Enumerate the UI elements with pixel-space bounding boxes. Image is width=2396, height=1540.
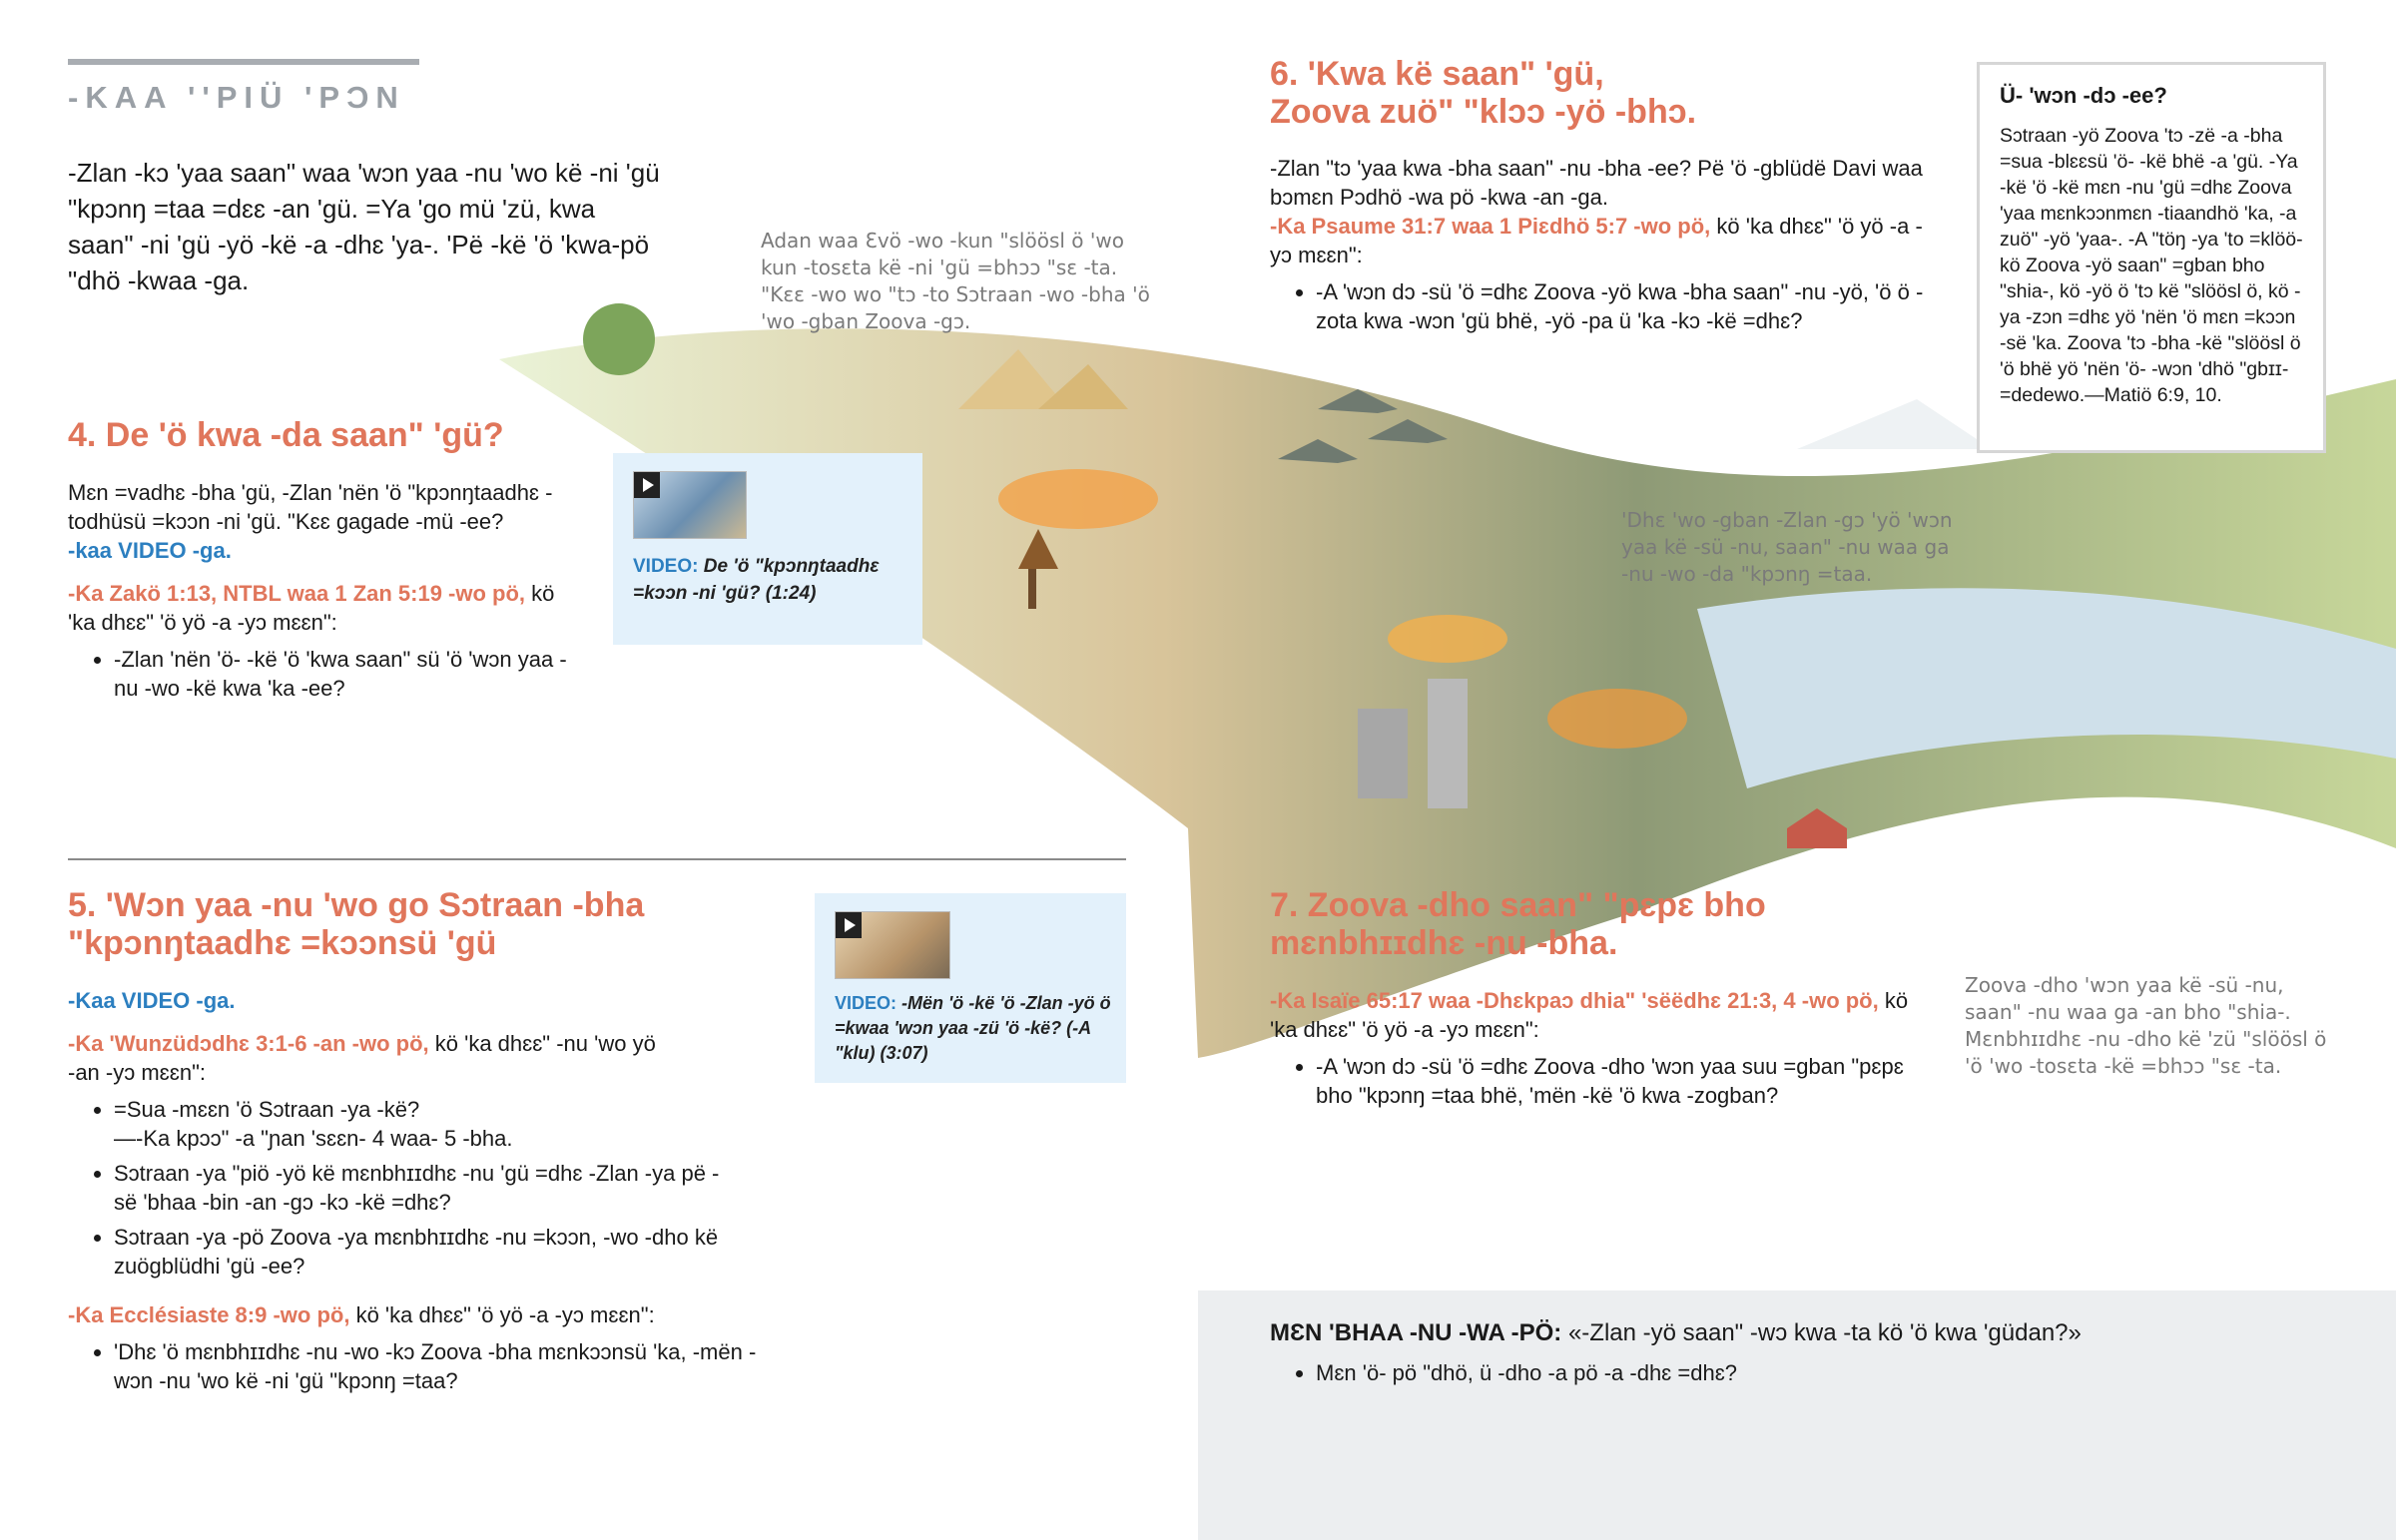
section-5-ref-tail-2: kö 'ka dhɛɛ" 'ö yö -a -yɔ mɛɛn": — [355, 1302, 655, 1327]
section-7-scripture-ref[interactable]: -Ka Isaïe 65:17 waa -Dhɛkpaɔ dhia" 'sëëdhɛ 21:3, 4 -wo pö, — [1270, 988, 1879, 1013]
section-4-video-link[interactable]: -kaa VIDEO -ga. — [68, 538, 232, 563]
kicker-bar — [68, 59, 419, 65]
section-6-body — [1270, 154, 1939, 341]
section-4-scripture-ref[interactable]: -Ka Zakö 1:13, NTBL waa 1 Zan 5:19 -wo pö, — [68, 581, 526, 606]
panel-question: «-Zlan -yö saan" -wɔ kwa -ta kö 'ö kwa 'güdan?» — [1567, 1319, 2082, 1346]
panel-bullets — [1270, 1357, 2348, 1389]
section-6-scripture-ref[interactable]: -Ka Psaume 31:7 waa 1 Piɛdhö 5:7 -wo pö, — [1270, 214, 1711, 239]
section-5-video-link[interactable]: -Kaa VIDEO -ga. — [68, 988, 236, 1013]
list-item: • Mɛn 'ö- pö "dhö, ü -dho -a pö -a -dhɛ =dhɛ? — [1316, 1357, 2348, 1389]
did-you-know-box — [1977, 62, 2326, 453]
section-5-scripture-ref-1[interactable]: -Ka 'Wunzüdɔdhɛ 3:1-6 -an -wo pö, — [68, 1031, 429, 1056]
section-4-ref-tail: kö 'ka dhɛɛ" 'ö yö -a -yɔ mɛɛn": — [68, 581, 555, 635]
caption-eden: Adan waa Ɛvö -wo -kun "slöösl ö 'wo kun -tosɛta kë -ni 'gü =bhɔɔ "sɛ -ta. "Kɛɛ -wo wo "tɔ -to Sɔtraan -wo -bha 'ö 'wo -gban Zoova -gɔ. — [761, 229, 1150, 333]
lesson-kicker: -KAA ''PIÜ 'PƆN — [68, 80, 405, 115]
list-item: • -A 'wɔn dɔ -sü 'ö =dhɛ Zoova -yö kwa -bha saan" -nu -yö, 'ö ö -zota kwa -wɔn 'gü bhë, -yö -pa ü 'ka -kɔ -kë =dhɛ? — [1316, 277, 1955, 335]
video-1-title: De 'ö "kpɔnŋtaadhɛ =kɔɔn -ni 'gü? (1:24) — [633, 556, 880, 604]
section-6-text: -Zlan "tɔ 'yaa kwa -bha saan" -nu -bha -ee? Pë 'ö -gblüdë Davi waa bɔmɛn Pɔdhö -wa pö -kwa -an -ga. — [1270, 156, 1923, 210]
section-5-title: 5. 'Wɔn yaa -nu 'wo go Sɔtraan -bha "kpɔnŋtaadhɛ =kɔɔnsü 'gü — [68, 886, 645, 962]
section-5-ref-line-2 — [68, 1300, 727, 1329]
video-thumbnail[interactable] — [633, 471, 747, 539]
section-4-body — [68, 478, 567, 709]
section-5-ref-line-1 — [68, 1029, 667, 1087]
section-4-title: 4. De 'ö kwa -da saan" 'gü? — [68, 416, 504, 454]
section-7-body — [1270, 986, 1929, 1116]
video-thumbnail[interactable] — [835, 911, 950, 979]
list-item: • Sɔtraan -ya "piö -yö kë mɛnbhɪɪdhɛ -nu 'gü =dhɛ -Zlan -ya pë -së 'bhaa -bin -an -gɔ -kɔ -kë =dhɛ? — [114, 1159, 733, 1217]
section-divider — [68, 858, 1126, 860]
section-4-bullets — [68, 645, 567, 703]
panel-lead: MƐN 'BHAA -NU -WA -PÖ: — [1270, 1319, 1562, 1346]
section-5-ref-tail-1: kö 'ka dhɛɛ" -nu 'wo yö -an -yɔ mɛɛn": — [68, 1031, 656, 1085]
caption-rebellion: 'Dhɛ 'wo -gban -Zlan -gɔ 'yö 'wɔn yaa kë -sü -nu, saan" -nu waa ga -nu -wo -da "kpɔnŋ =taa. — [1621, 508, 1953, 586]
section-6-bullets — [1270, 277, 1955, 335]
section-5-bullets-1 — [68, 1095, 733, 1281]
play-icon[interactable] — [836, 912, 862, 938]
intro-paragraph: -Zlan -kɔ 'yaa saan" waa 'wɔn yaa -nu 'wo kë -ni 'gü "kpɔnŋ =taa =dɛɛ -an 'gü. =Ya 'go mü 'zü, kwa saan" -ni 'gü -yö -kë -a -dhɛ 'ya-. 'Pë -kë 'ö 'kwa-pö "dhö -kwaa -ga. — [68, 158, 660, 295]
video-label: VIDEO: — [835, 993, 898, 1013]
section-5-bullets-2 — [68, 1337, 763, 1395]
section-5-body — [68, 986, 757, 1401]
section-7-ref-tail: kö 'ka dhɛɛ" 'ö yö -a -yɔ mɛɛn": — [1270, 988, 1909, 1042]
list-item: • =Sua -mɛɛn 'ö Sɔtraan -ya -kë? —-Ka kpɔɔ" -a "ɲan 'sɛɛn- 4 waa- 5 -bha. — [114, 1095, 733, 1153]
panel-question-line — [1270, 1317, 2348, 1349]
video-2-title: -Mën 'ö -kë 'ö -Zlan -yö ö =kwaa 'wɔn yaa -zü 'ö -kë? (-A "klu) (3:07) — [835, 993, 1111, 1063]
did-you-know-title: Ü- 'wɔn -dɔ -ee? — [2000, 83, 2167, 108]
list-item: • Sɔtraan -ya -pö Zoova -ya mɛnbhɪɪdhɛ -nu =kɔɔn, -wo -dho kë zuögblüdhi 'gü -ee? — [114, 1223, 733, 1281]
video-1-caption[interactable] — [633, 553, 902, 607]
video-card-2[interactable] — [815, 893, 1126, 1083]
section-6-ref-tail: kö 'ka dhɛɛ" 'ö yö -a -yɔ mɛɛn": — [1270, 214, 1923, 267]
bottom-panel-content — [1270, 1317, 2348, 1395]
section-7-bullets — [1270, 1052, 1915, 1110]
caption-paradise: Zoova -dho 'wɔn yaa kë -sü -nu, saan" -nu waa ga -an bho "shia-. Mɛnbhɪɪdhɛ -nu -dho kë 'zü "slöösl ö 'ö 'wo -tosɛta -kë =bhɔɔ "sɛ -ta. — [1965, 973, 2327, 1078]
section-6-title: 6. 'Kwa kë saan" 'gü, Zoova zuö" "klɔɔ -yö -bhɔ. — [1270, 55, 1697, 131]
section-4-ref-line — [68, 579, 567, 637]
section-7-ref-line — [1270, 986, 1929, 1044]
section-4-text: Mɛn =vadhɛ -bha 'gü, -Zlan 'nën 'ö "kpɔnŋtaadhɛ -todhüsü =kɔɔn -ni 'gü. "Kɛɛ gagade -mü -ee? — [68, 480, 553, 534]
video-2-caption[interactable] — [835, 991, 1112, 1066]
video-label: VIDEO: — [633, 556, 699, 577]
play-icon[interactable] — [634, 472, 660, 498]
did-you-know-text: Sɔtraan -yö Zoova 'tɔ -zë -a -bha =sua -blɛɛsü 'ö- -kë bhë -a 'gü. -Ya -kë 'ö -kë mɛn -nu 'gü =dhɛ Zoova 'yaa mɛnkɔɔnmɛn -tiaandhö 'ka, -a zuö" -yö 'yaa-. -A "töŋ -ya 'to =klöö- kö Zoova -yö saan" =gban bho "shia-, kö -yö ö 'tɔ kë "slöösl ö, kö -ya -zɔn =dhɛ yö 'nën 'ö mɛn =kɔɔn -së 'ka. Zoova 'tɔ -bha -kë "slöösl ö 'ö bhë yö 'nën 'ö- -wɔn 'dhö "gbɪɪ- =dedewo.—Matiö 6:9, 10. — [2000, 125, 2303, 406]
list-item: • 'Dhɛ 'ö mɛnbhɪɪdhɛ -nu -wo -kɔ Zoova -bha mɛnkɔɔnsü 'ka, -mën -wɔn -nu 'wo kë -ni 'gü "kpɔnŋ =taa? — [114, 1337, 763, 1395]
section-6-ref-line — [1270, 212, 1939, 269]
section-5-scripture-ref-2[interactable]: -Ka Ecclésiaste 8:9 -wo pö, — [68, 1302, 350, 1327]
list-item: • -A 'wɔn dɔ -sü 'ö =dhɛ Zoova -dho 'wɔn yaa suu =gban "pɛpɛ bho "kpɔnŋ =taa bhë, 'mën -kë 'ö kwa -zogban? — [1316, 1052, 1915, 1110]
list-item: • -Zlan 'nën 'ö- -kë 'ö 'kwa saan" sü 'ö 'wɔn yaa -nu -wo -kë kwa 'ka -ee? — [114, 645, 567, 703]
video-card-1[interactable] — [613, 453, 922, 645]
section-7-title: 7. Zoova -dho saan" "pɛpɛ bho mɛnbhɪɪdhɛ -nu -bha. — [1270, 886, 1766, 962]
